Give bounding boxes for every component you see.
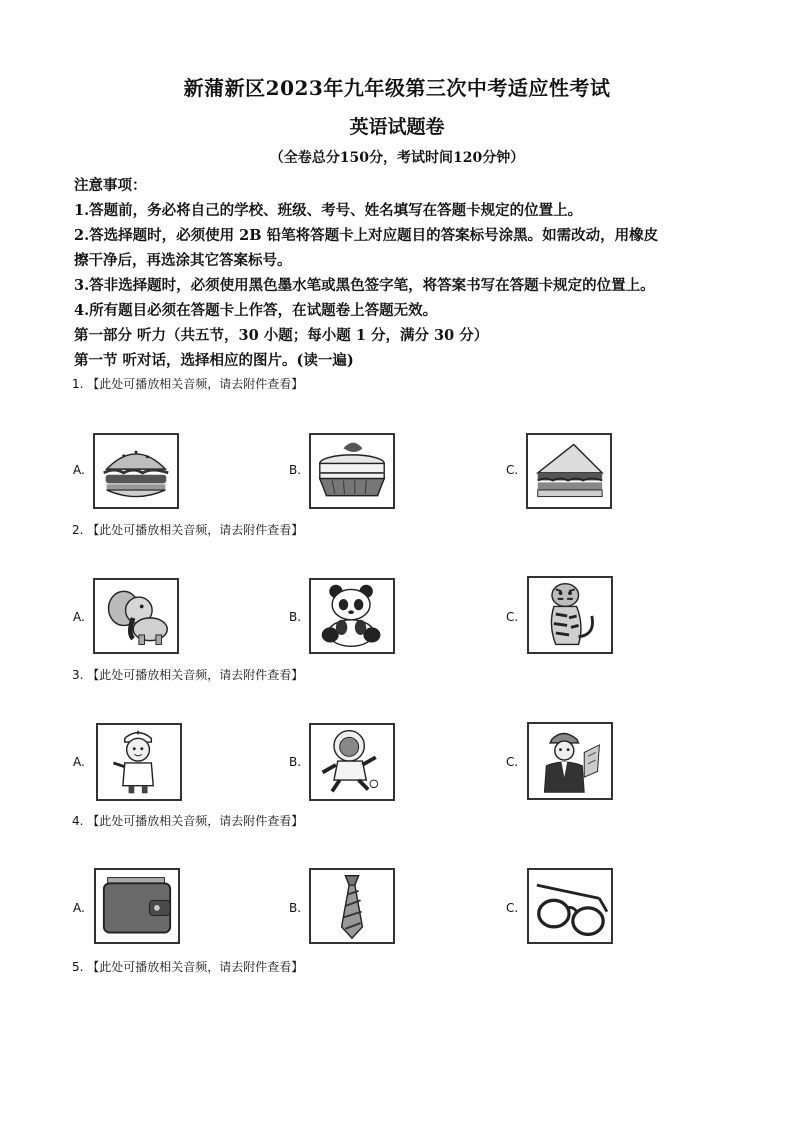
sandwich-icon [528,435,610,507]
page-subtitle: 英语试题卷 [349,116,445,138]
option-c-picture[interactable] [527,576,613,654]
option-b-picture[interactable] [309,578,395,654]
option-letter: A. [73,901,85,915]
option-letter: C. [506,463,519,477]
section-heading: 第一节 听对话，选择相应的图片。(读一遍) [74,352,354,369]
option-letter: B. [289,463,302,477]
option-c-picture[interactable] [527,868,613,944]
option-letter: C. [506,901,519,915]
notes-item: 擦干净后，再选涂其它答案标号。 [74,252,292,269]
option-letter: B. [289,610,302,624]
exam-info: （全卷总分150分，考试时间120分钟） [269,150,525,166]
question-stem[interactable]: 2. 【此处可播放相关音频，请去附件查看】 [72,523,304,537]
option-b-picture[interactable] [309,433,395,509]
tie-icon [311,870,393,942]
option-letter: A. [73,463,85,477]
notes-heading: 注意事项： [74,177,147,194]
option-a-picture[interactable] [93,433,179,509]
wallet-icon [96,870,178,942]
option-a-picture[interactable] [94,868,180,944]
notes-item: 4.所有题目必须在答题卡上作答，在试题卷上答题无效。 [74,302,438,319]
option-letter: B. [289,901,302,915]
option-b-picture[interactable] [309,723,395,801]
option-a-picture[interactable] [96,723,182,801]
option-c-picture[interactable] [527,722,613,800]
option-letter: C. [506,610,519,624]
option-a-picture[interactable] [93,578,179,654]
doctor-icon [98,725,180,799]
option-b-picture[interactable] [309,868,395,944]
question-stem[interactable]: 4. 【此处可播放相关音频，请去附件查看】 [72,814,304,828]
notes-section [74,173,724,373]
notes-item: 1.答题前，务必将自己的学校、班级、考号、姓名填写在答题卡规定的位置上。 [74,202,583,219]
hamburger-icon [95,435,177,507]
question-stem[interactable]: 5. 【此处可播放相关音频，请去附件查看】 [72,960,304,974]
part-heading: 第一部分 听力（共五节，30 小题；每小题 1 分，满分 30 分） [74,327,489,344]
option-letter: A. [73,610,85,624]
panda-icon [311,580,393,652]
question-stem[interactable]: 1. 【此处可播放相关音频，请去附件查看】 [72,377,304,391]
page-title: 新蒲新区2023年九年级第三次中考适应性考试 [183,76,611,100]
question-stem[interactable]: 3. 【此处可播放相关音频，请去附件查看】 [72,668,304,682]
cake-icon [311,435,393,507]
option-c-picture[interactable] [526,433,612,509]
option-letter: A. [73,755,85,769]
glasses-icon [529,870,611,942]
option-letter: B. [289,755,302,769]
option-letter: C. [506,755,519,769]
notes-item: 3.答非选择题时，必须使用黑色墨水笔或黑色签字笔，将答案书写在答题卡规定的位置上。 [74,277,655,294]
astronaut-icon [311,725,393,799]
tiger-icon [529,578,611,652]
worker-icon [529,724,611,798]
notes-item: 2.答选择题时，必须使用 2B 铅笔将答题卡上对应题目的答案标号涂黑。如需改动，用橡皮 [74,227,659,244]
elephant-icon [95,580,177,652]
